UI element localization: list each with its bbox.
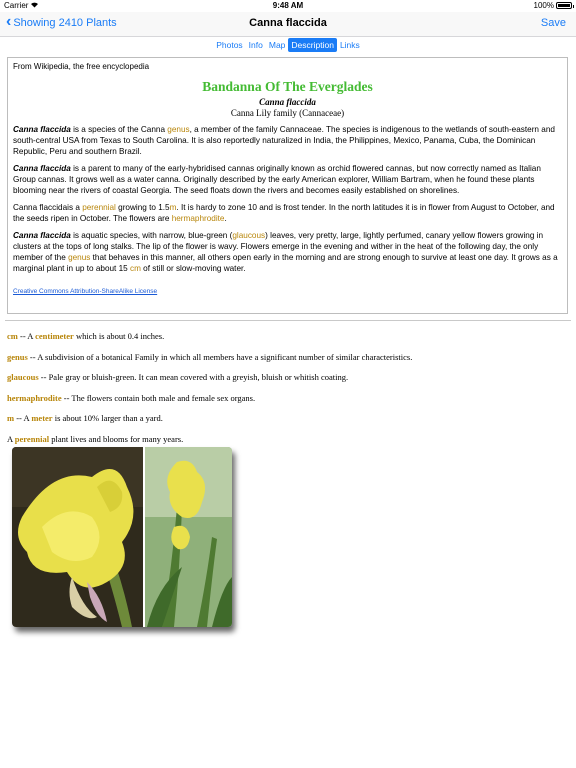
glossary-item [7,331,567,352]
glossary-word: glaucous [7,372,39,382]
article-paragraph [13,230,562,274]
plant-name: Canna flaccida [13,164,71,173]
text-span: that behaves in this manner, all others open early in the morning and are strong enough to survive at least one day. It grows as a marginal plant in up to about 15 [13,253,558,273]
navigation-bar [0,12,576,37]
glossary-link[interactable]: hermaphrodite [171,214,225,223]
tab-photos[interactable]: Photos [216,40,243,50]
glossary [7,331,567,454]
text-span: which is about 0.4 inches. [73,331,165,341]
text-span: is about 10% larger than a yard. [52,413,163,423]
text-span: -- A [17,331,36,341]
text-span: -- The flowers contain both male and female sex organs. [61,392,256,403]
tab-links[interactable]: Links [339,40,360,50]
plant-photo[interactable] [12,447,232,627]
glossary-item [7,393,567,414]
tab-description[interactable]: Description [288,38,337,52]
text-span: is a species of the Canna [70,125,168,134]
text-span: -- A [14,413,32,423]
glossary-link[interactable]: genus [167,125,190,134]
text-span: -- Pale gray or bluish-green. It can mean covered with a greyish, bluish or whitish coating. [38,372,349,382]
glossary-word: meter [31,413,53,423]
text-span: ) leaves, very pretty, large, lightly perfumed, canary yellow flowers growing in clusters at the tops of long stalks. The lip of the flower is wavy. Flowers emerge in the evening and wither in the heat of the following day, the only member of the [13,231,544,262]
glossary-link[interactable]: glaucous [232,231,266,240]
clock: 9:48 AM [272,1,304,10]
back-button-label: Showing 2410 Plants [13,16,117,29]
article-family: Canna Lily family (Cannaceae) [230,108,345,118]
article-source: From Wikipedia, the free encyclopedia [13,62,150,71]
glossary-link[interactable]: genus [68,253,91,262]
glossary-item [7,413,567,434]
save-button[interactable]: Save [540,17,566,29]
text-span: is aquatic species, with narrow, blue-green ( [70,231,233,240]
text-span: growing to 1.5 [115,203,170,212]
wikipedia-article [7,57,568,314]
chevron-left-icon: ‹ [6,13,12,30]
plant-name: Canna flaccida [13,231,71,240]
text-span: is a parent to many of the early-hybridised cannas originally known as orchid flowered cannas, but now correctly named as Italian Group cannas. It grows well as a water canna. Originally described by the early American explorer, William Bartram, when he found these plants blooming near the rivers of coastal Georgia. The seed floats down the rivers and becomes easily established on shorelines. [13,164,541,195]
text-span: -- A subdivision of a botanical Family in which all members have a significant number of similar characteristics. [27,351,413,362]
glossary-word: cm [7,331,18,341]
battery-percent: 100% [533,1,554,10]
glossary-link[interactable]: perennial [82,203,116,212]
glossary-word: hermaphrodite [7,392,62,403]
tab-info[interactable]: Info [248,40,263,50]
carrier-label: Carrier [4,1,29,10]
battery-icon [556,2,572,9]
glossary-word: centimeter [35,331,74,341]
glossary-word: perennial [14,433,50,444]
segmented-tabs [0,38,576,52]
text-span: of still or slow-moving water. [140,264,246,273]
page-title: Canna flaccida [249,17,327,29]
article-paragraph [13,124,562,157]
license-link[interactable]: Creative Commons Attribution-ShareAlike License [13,288,158,295]
text-span: . [224,214,227,223]
back-button[interactable] [6,13,117,30]
plant-name: Canna flaccida [13,125,71,134]
canna-flower-image [12,447,232,627]
text-span: . It is hardy to zone 10 and is frost tender. In the north latitudes it is in flower from August to October, and the seeds ripen in October. The flowers are [13,203,555,223]
glossary-item [7,352,567,373]
battery-info [534,1,572,10]
glossary-word: m [7,413,15,423]
glossary-link[interactable]: cm [129,264,141,273]
divider [5,320,571,321]
glossary-word: genus [7,351,28,362]
article-scientific-name: Canna flaccida [259,97,316,107]
tab-map[interactable]: Map [268,40,286,50]
article-paragraph [13,163,562,196]
text-span: Canna flaccidais a [13,203,83,212]
text-span: A [7,433,15,444]
text-span: plant lives and blooms for many years. [49,433,184,444]
status-bar [0,0,576,12]
article-paragraph [13,202,562,224]
glossary-link[interactable]: m [169,203,177,212]
article-heading: Bandanna Of The Everglades [202,79,373,94]
glossary-item [7,372,567,393]
text-span: , a member of the family Cannaceae. The species is indigenous to the wetlands of south-eastern and south-central USA from Texas to South Carolina. It is also reportedly naturalized in India, the Philippines, Mexico, Panama, Cuba, the Dominican Republic, Peru and southern Brazil. [13,125,555,156]
